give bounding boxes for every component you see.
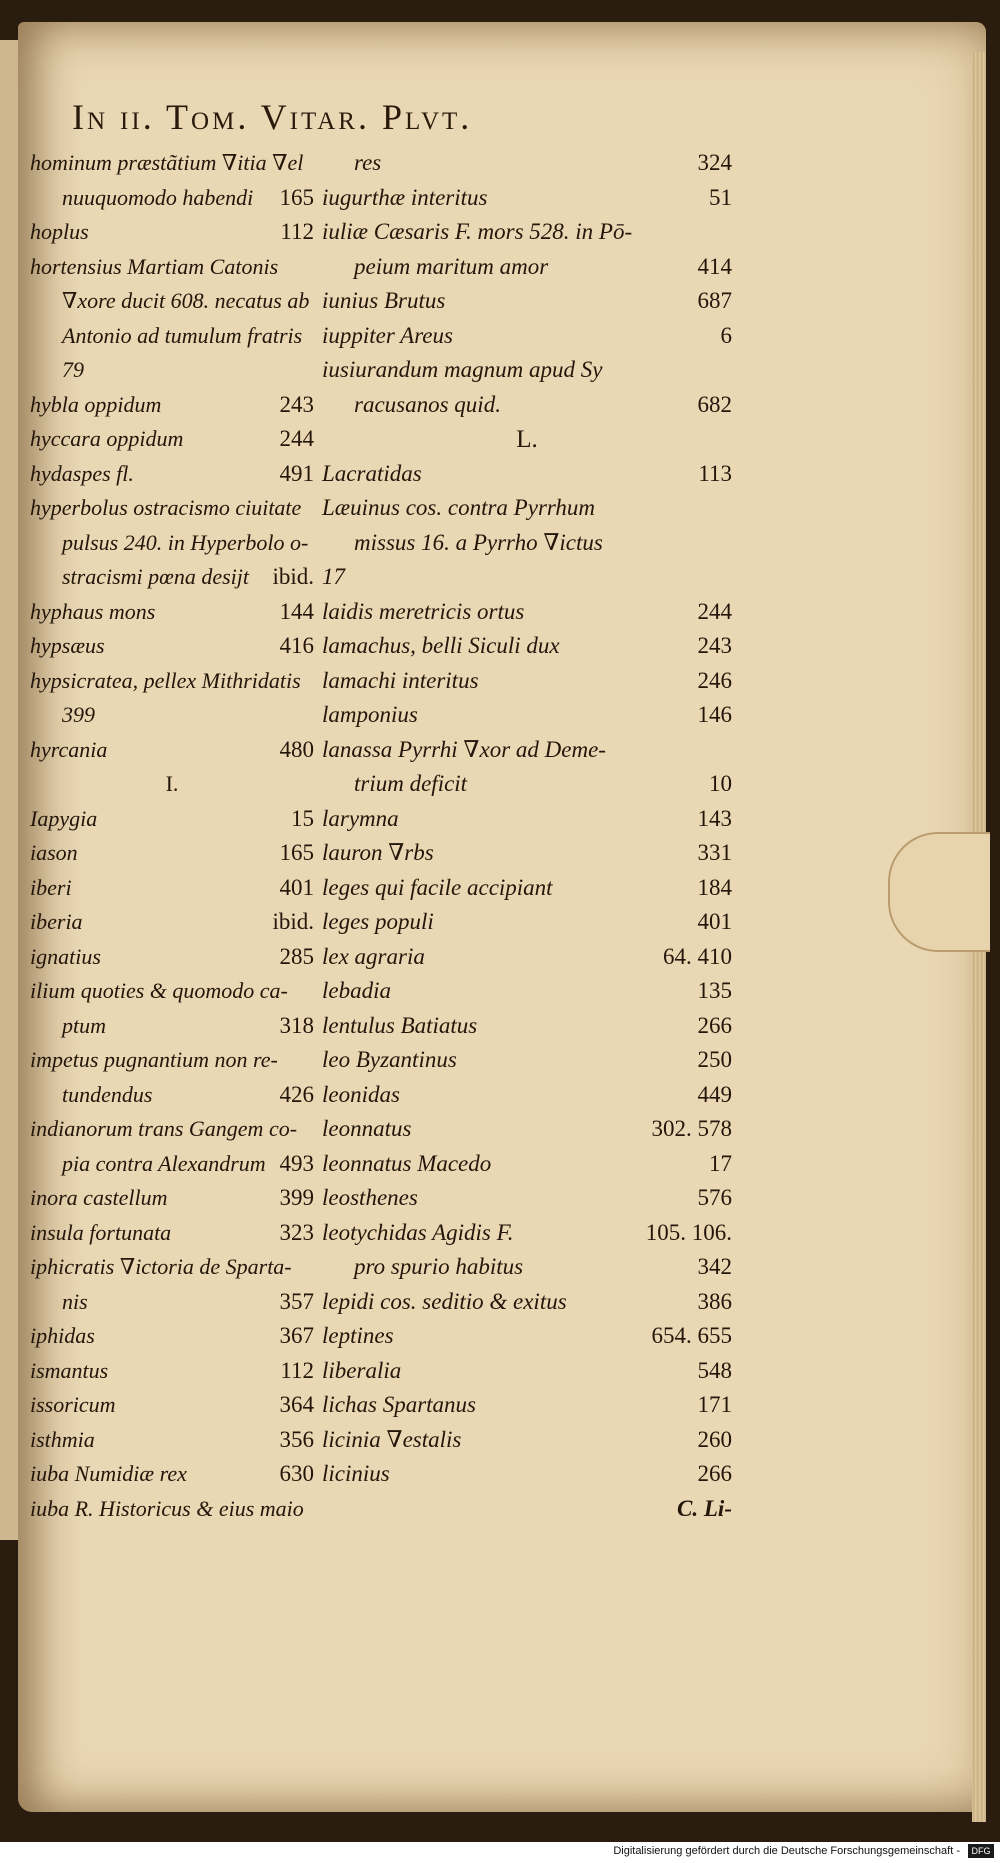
- index-entry: [30, 457, 314, 492]
- index-entry-page-number: 399: [279, 1185, 314, 1210]
- index-entry: [322, 802, 732, 837]
- index-entry-page-number: 449: [697, 1081, 732, 1107]
- index-entry-text: isthmia: [30, 1426, 95, 1452]
- index-entry-text: 17: [322, 564, 345, 589]
- index-entry: [322, 698, 732, 733]
- index-entry: [322, 1147, 732, 1182]
- index-entry-text: missus 16. a Pyrrho ∇ictus: [354, 529, 603, 555]
- index-entry-text: Antonio ad tumulum fratris: [62, 322, 303, 348]
- index-entry: [30, 871, 314, 906]
- index-entry-page-number: 15: [291, 805, 314, 831]
- index-entry-text: iuppiter Areus: [322, 322, 453, 348]
- index-entry-page-number: 342: [697, 1254, 732, 1279]
- index-entry-text: ptum: [62, 1012, 106, 1038]
- index-entry-text: pulsus 240. in Hyperbolo o-: [62, 529, 309, 555]
- index-entry-text: leonnatus Macedo: [322, 1150, 492, 1176]
- catchword-row: [322, 1492, 732, 1527]
- section-letter-heading: [322, 422, 732, 457]
- index-entry-text: leosthenes: [322, 1185, 418, 1210]
- index-entry-text: inora castellum: [30, 1185, 168, 1210]
- index-entry: [30, 1492, 314, 1527]
- index-entry-text: stracismi pœna desijt: [62, 564, 250, 589]
- index-entry-page-number: 357: [279, 1288, 314, 1314]
- index-entry-page-number: 266: [697, 1012, 732, 1038]
- index-entry: [322, 181, 732, 216]
- index-entry-text: licinius: [322, 1461, 390, 1486]
- index-entry-text: leptines: [322, 1323, 394, 1348]
- index-entry-page-number: 491: [279, 460, 314, 486]
- index-entry: [322, 595, 732, 630]
- index-entry-text: 399: [62, 702, 95, 727]
- index-entry: [30, 388, 314, 423]
- index-entry: [30, 353, 314, 388]
- index-entry: [30, 1319, 314, 1354]
- index-entry-page-number: 243: [279, 391, 314, 417]
- index-entry: [30, 284, 314, 319]
- index-entry: [30, 1009, 314, 1044]
- index-entry-text: trium deficit: [354, 771, 468, 796]
- index-entry: [322, 1285, 732, 1320]
- index-entry-text: lex agraria: [322, 943, 425, 969]
- index-entry-page-number: 401: [697, 909, 732, 934]
- index-entry: [322, 491, 732, 526]
- index-entry: [30, 526, 314, 561]
- index-entry: [322, 1112, 732, 1147]
- index-entry-page-number: 682: [697, 391, 732, 417]
- footer-bar: [0, 1842, 1000, 1863]
- index-entry-text: leo Byzantinus: [322, 1047, 457, 1072]
- index-entry-text: racusanos quid.: [354, 391, 501, 417]
- index-entry-page-number: 165: [279, 840, 314, 865]
- index-entry: [30, 1181, 314, 1216]
- index-entry-text: ∇xore ducit 608. necatus ab: [62, 288, 310, 313]
- index-entry-page-number: ibid.: [272, 564, 314, 589]
- index-entry-page-number: 244: [279, 426, 314, 451]
- index-entry: [30, 1216, 314, 1251]
- index-entry: [322, 1354, 732, 1389]
- index-entry-text: pro spurio habitus: [354, 1254, 524, 1279]
- index-entry-page-number: 51: [709, 184, 732, 210]
- index-entry: [30, 836, 314, 871]
- index-entry-page-number: 323: [279, 1219, 314, 1245]
- index-entry-page-number: 144: [279, 598, 314, 624]
- index-entry: [30, 595, 314, 630]
- index-entry-text: iuba R. Historicus & eius maio: [30, 1495, 304, 1521]
- index-entry-text: lamachus, belli Siculi dux: [322, 633, 560, 658]
- index-entry: [30, 1112, 314, 1147]
- index-entry: [30, 1250, 314, 1285]
- section-letter-heading: [30, 767, 314, 802]
- index-entry-text: hypsæus: [30, 633, 105, 658]
- index-entry-page-number: 146: [697, 702, 732, 727]
- catchword: C. Li-: [677, 1495, 732, 1521]
- index-entry: [322, 319, 732, 354]
- index-entry-page-number: 548: [697, 1357, 732, 1383]
- index-entry-page-number: 426: [279, 1081, 314, 1107]
- index-entry-text: res: [354, 150, 382, 175]
- index-entry-page-number: 17: [709, 1150, 732, 1176]
- index-entry: [30, 146, 314, 181]
- index-entry-page-number: 331: [697, 840, 732, 865]
- index-entry: [30, 1147, 314, 1182]
- index-entry-text: hominum præstãtium ∇itia ∇el: [30, 150, 304, 175]
- index-entry-text: hyperbolus ostracismo ciuitate: [30, 495, 302, 520]
- index-entry-text: Iapygia: [30, 805, 98, 831]
- index-entry: [322, 871, 732, 906]
- index-entry-page-number: 6: [720, 322, 732, 348]
- index-entry-page-number: 135: [697, 978, 732, 1003]
- index-entry-page-number: 113: [698, 460, 732, 486]
- index-entry-text: hyccara oppidum: [30, 426, 184, 451]
- index-entry: [30, 319, 314, 354]
- index-entry-text: iberia: [30, 909, 83, 934]
- index-entry: [322, 284, 732, 319]
- index-entry-text: iunius Brutus: [322, 288, 446, 313]
- footer-credit: Digitalisierung gefördert durch die Deutsche Forschungsgemeinschaft -: [613, 1845, 960, 1857]
- index-entry-text: iphicratis ∇ictoria de Sparta-: [30, 1254, 292, 1279]
- index-entry: [30, 974, 314, 1009]
- index-entry-page-number: 576: [697, 1185, 732, 1210]
- index-entry: [322, 733, 732, 768]
- index-entry-text: ignatius: [30, 943, 101, 969]
- index-entry: [30, 905, 314, 940]
- index-entry-text: ismantus: [30, 1357, 109, 1383]
- index-entry-text: iugurthæ interitus: [322, 184, 488, 210]
- index-entry: [322, 526, 732, 561]
- index-entry-page-number: 493: [279, 1150, 314, 1176]
- index-entry: [322, 1319, 732, 1354]
- index-entry: [322, 1078, 732, 1113]
- index-entry-text: iuba Numidiæ rex: [30, 1461, 187, 1486]
- index-entry-text: impetus pugnantium non re-: [30, 1047, 278, 1072]
- index-entry-text: Læuinus cos. contra Pyrrhum: [322, 495, 596, 520]
- index-entry-text: insula fortunata: [30, 1219, 172, 1245]
- index-entry: [322, 1388, 732, 1423]
- index-entry-page-number: 184: [697, 874, 732, 900]
- index-entry: [30, 1078, 314, 1113]
- index-entry-page-number: 364: [279, 1392, 314, 1417]
- index-entry-text: ilium quoties & quomodo ca-: [30, 978, 288, 1003]
- index-entry-text: peium maritum amor: [354, 253, 549, 279]
- index-entry-text: iusiurandum magnum apud Sy: [322, 357, 603, 382]
- index-entry-text: nis: [62, 1288, 88, 1314]
- index-entry-page-number: 244: [697, 598, 732, 624]
- index-entry: [322, 836, 732, 871]
- index-entry-text: leonidas: [322, 1081, 400, 1107]
- index-entry: [322, 146, 732, 181]
- index-entry: [322, 974, 732, 1009]
- dfg-logo: DFG: [968, 1844, 994, 1858]
- index-entry-text: laidis meretricis ortus: [322, 598, 525, 624]
- index-entry-text: lanassa Pyrrhi ∇xor ad Deme-: [322, 736, 606, 762]
- index-entry-text: leotychidas Agidis F.: [322, 1219, 514, 1245]
- index-entry-text: larymna: [322, 805, 399, 831]
- index-entry-page-number: 386: [697, 1288, 732, 1314]
- index-column-right: [322, 146, 732, 1526]
- index-entry-page-number: 10: [709, 771, 732, 796]
- index-entry-text: hydaspes fl.: [30, 460, 134, 486]
- index-entry-text: licinia ∇estalis: [322, 1426, 462, 1452]
- index-entry-page-number: 250: [697, 1047, 732, 1072]
- index-entry-text: tundendus: [62, 1081, 153, 1107]
- index-entry-text: lauron ∇rbs: [322, 840, 434, 865]
- index-entry-text: hyrcania: [30, 736, 108, 762]
- index-entry-text: nuuquomodo habendi: [62, 184, 254, 210]
- index-entry-text: hortensius Martiam Catonis: [30, 253, 279, 279]
- index-entry-text: lentulus Batiatus: [322, 1012, 478, 1038]
- index-entry-text: lepidi cos. seditio & exitus: [322, 1288, 567, 1314]
- index-entry: [322, 250, 732, 285]
- index-entry-text: indianorum trans Gangem co-: [30, 1116, 298, 1141]
- index-entry-text: hoplus: [30, 219, 89, 244]
- index-entry-text: lichas Spartanus: [322, 1392, 476, 1417]
- index-entry: [30, 215, 314, 250]
- index-entry: [322, 1457, 732, 1492]
- index-entry-page-number: ibid.: [272, 909, 314, 934]
- index-entry: [30, 560, 314, 595]
- index-entry: [322, 560, 732, 595]
- index-entry: [30, 698, 314, 733]
- index-entry: [30, 1043, 314, 1078]
- index-entry: [30, 181, 314, 216]
- index-entry-page-number: 112: [280, 219, 314, 244]
- index-entry-page-number: 654. 655: [651, 1323, 732, 1348]
- index-entry: [322, 388, 732, 423]
- index-entry: [30, 802, 314, 837]
- index-entry-text: lamponius: [322, 702, 418, 727]
- index-entry-page-number: 105. 106.: [645, 1219, 732, 1245]
- index-entry: [322, 629, 732, 664]
- index-entry: [30, 664, 314, 699]
- index-entry-page-number: 143: [697, 805, 732, 831]
- index-entry: [30, 1388, 314, 1423]
- index-entry-text: pia contra Alexandrum: [62, 1150, 266, 1176]
- index-entry-text: 79: [62, 357, 84, 382]
- index-entry: [30, 733, 314, 768]
- index-entry: [30, 1423, 314, 1458]
- running-header: In ii. Tom. Vitar. Plvt.: [72, 97, 473, 137]
- index-entry-page-number: 480: [279, 736, 314, 762]
- index-entry: [322, 457, 732, 492]
- index-entry-text: iuliæ Cæsaris F. mors 528. in Pō-: [322, 219, 633, 244]
- index-entry-text: lebadia: [322, 978, 391, 1003]
- index-entry: [30, 1457, 314, 1492]
- index-column-left: [30, 146, 314, 1526]
- index-entry: [322, 1181, 732, 1216]
- index-entry: [322, 353, 732, 388]
- index-entry-text: I.: [165, 771, 179, 796]
- index-entry-text: iberi: [30, 874, 72, 900]
- index-entry: [30, 629, 314, 664]
- index-entry-page-number: 171: [697, 1392, 732, 1417]
- index-entry: [322, 664, 732, 699]
- index-entry: [322, 1043, 732, 1078]
- index-entry-text: liberalia: [322, 1357, 402, 1383]
- index-entry-page-number: 285: [279, 943, 314, 969]
- index-entry: [30, 250, 314, 285]
- index-entry-text: leges populi: [322, 909, 434, 934]
- index-entry-text: iphidas: [30, 1323, 95, 1348]
- index-entry-page-number: 367: [279, 1323, 314, 1348]
- index-entry: [30, 940, 314, 975]
- index-entry-page-number: 324: [697, 150, 732, 175]
- index-entry-text: Lacratidas: [322, 460, 422, 486]
- index-entry-page-number: 401: [279, 874, 314, 900]
- index-entry-page-number: 243: [697, 633, 732, 658]
- index-entry-text: hybla oppidum: [30, 391, 162, 417]
- index-entry: [322, 940, 732, 975]
- index-entry-page-number: 260: [697, 1426, 732, 1452]
- index-entry-page-number: 356: [279, 1426, 314, 1452]
- index-entry: [322, 1423, 732, 1458]
- index-entry-text: lamachi interitus: [322, 667, 479, 693]
- index-entry: [30, 1354, 314, 1389]
- index-entry-page-number: 246: [697, 667, 732, 693]
- index-entry-text: issoricum: [30, 1392, 116, 1417]
- bookmark-tab: [888, 832, 990, 952]
- index-entry: [322, 215, 732, 250]
- index-entry-text: iason: [30, 840, 78, 865]
- index-entry-text: hyphaus mons: [30, 598, 156, 624]
- index-entry: [30, 491, 314, 526]
- index-entry: [322, 1250, 732, 1285]
- index-entry-page-number: 64. 410: [663, 943, 732, 969]
- index-entry-text: leges qui facile accipiant: [322, 874, 553, 900]
- index-entry-page-number: 630: [279, 1461, 314, 1486]
- index-entry-text: leonnatus: [322, 1116, 412, 1141]
- index-entry: [322, 1009, 732, 1044]
- index-entry-page-number: 687: [697, 288, 732, 313]
- index-entry-page-number: 414: [697, 253, 732, 279]
- index-entry: [322, 1216, 732, 1251]
- index-entry-text: L.: [516, 426, 538, 453]
- index-entry-page-number: 318: [279, 1012, 314, 1038]
- index-entry-page-number: 302. 578: [651, 1116, 732, 1141]
- index-entry-page-number: 416: [279, 633, 314, 658]
- index-entry: [30, 1285, 314, 1320]
- index-entry-page-number: 165: [279, 184, 314, 210]
- index-entry-text: hypsicratea, pellex Mithridatis: [30, 667, 301, 693]
- index-entry: [322, 767, 732, 802]
- index-entry-page-number: 112: [280, 1357, 314, 1383]
- index-entry-page-number: 266: [697, 1461, 732, 1486]
- index-entry: [322, 905, 732, 940]
- index-entry: [30, 422, 314, 457]
